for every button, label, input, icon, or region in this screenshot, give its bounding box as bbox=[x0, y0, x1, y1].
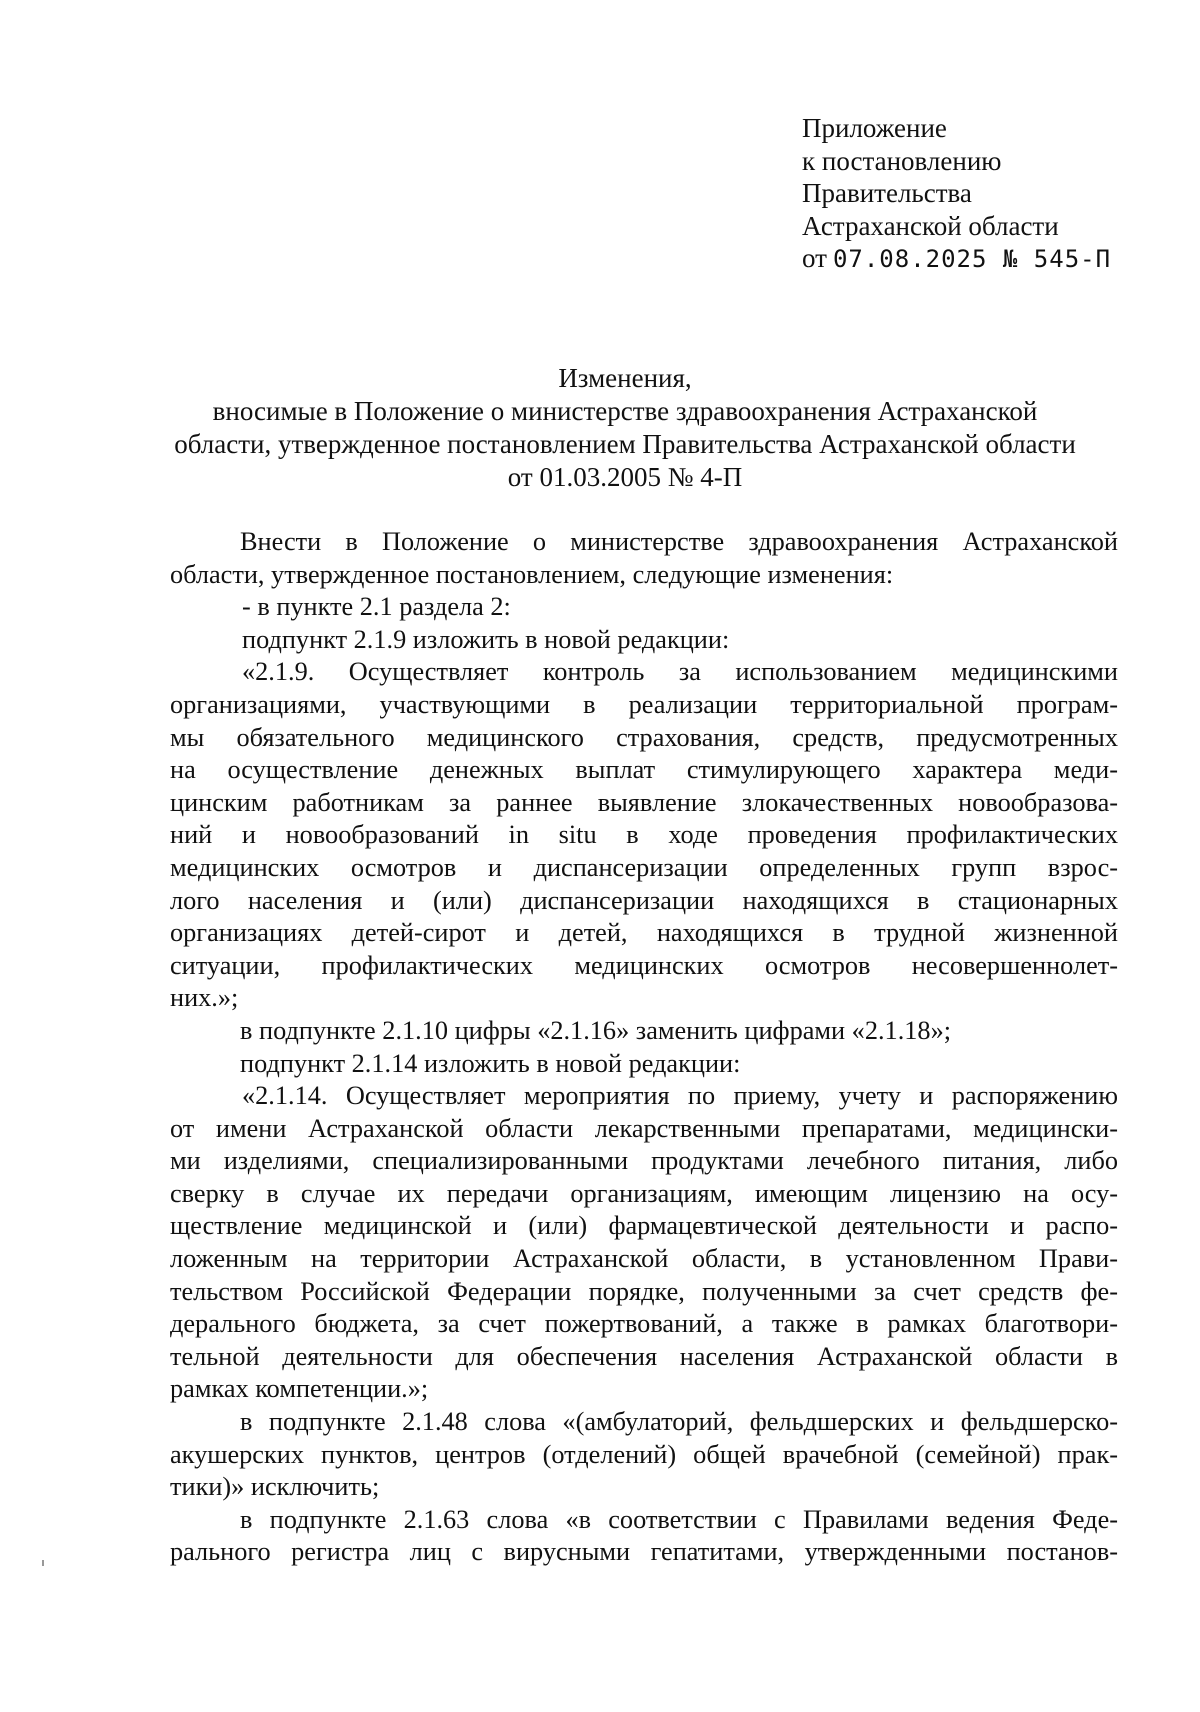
document-body bbox=[170, 526, 1118, 1569]
body-line: ществление медицинской и (или) фармацевтической деятельности и распо- bbox=[170, 1211, 1118, 1241]
body-line: тельством Российской Федерации порядке, полученными за счет средств фе- bbox=[170, 1276, 1118, 1306]
body-line: тельной деятельности для обеспечения населения Астраханской области в bbox=[170, 1341, 1118, 1371]
title-line: от 01.03.2005 № 4-П bbox=[507, 462, 743, 492]
body-line: рального регистра лиц с вирусными гепатитами, утвержденными постанов- bbox=[170, 1537, 1118, 1567]
body-line: от имени Астраханской области лекарственными препаратами, медицински- bbox=[170, 1113, 1118, 1143]
date-stamp: 07.08.2025 № 545-П bbox=[832, 245, 1112, 274]
body-line: акушерских пунктов, центров (отделений) общей врачебной (семейной) прак- bbox=[170, 1439, 1118, 1469]
body-line: цинским работникам за раннее выявление злокачественных новообразова- bbox=[170, 787, 1118, 817]
appendix-header bbox=[802, 112, 1162, 276]
title-line: области, утвержденное постановлением Правительства Астраханской области bbox=[174, 429, 1076, 459]
body-line: лого населения и (или) диспансеризации находящихся в стационарных bbox=[170, 885, 1118, 915]
body-line: области, утвержденное постановлением, следующие изменения: bbox=[170, 559, 894, 589]
body-line: подпункт 2.1.9 изложить в новой редакции: bbox=[242, 624, 730, 654]
appendix-date-line bbox=[802, 242, 1162, 276]
body-line: - в пункте 2.1 раздела 2: bbox=[242, 592, 511, 622]
body-line: «2.1.9. Осуществляет контроль за использованием медицинскими bbox=[242, 657, 1118, 687]
body-line: Внести в Положение о министерстве здравоохранения Астраханской bbox=[240, 527, 1118, 556]
title-line: Изменения, bbox=[558, 363, 692, 393]
body-line: «2.1.14. Осуществляет мероприятия по приему, учету и распоряжению bbox=[242, 1081, 1118, 1111]
title-line: вносимые в Положение о министерстве здравоохранения Астраханской bbox=[212, 396, 1038, 426]
body-line: подпункт 2.1.14 изложить в новой редакции: bbox=[240, 1048, 741, 1078]
body-line: в подпункте 2.1.63 слова «в соответствии с Правилами ведения Феде- bbox=[240, 1504, 1118, 1534]
appendix-line: Правительства bbox=[802, 178, 972, 209]
body-line: на осуществление денежных выплат стимулирующего характера меди- bbox=[170, 755, 1118, 785]
body-line: них.»; bbox=[170, 983, 239, 1013]
scan-artifact bbox=[42, 1560, 44, 1566]
body-line: ложенным на территории Астраханской области, в установленном Прави- bbox=[170, 1244, 1118, 1274]
body-line: медицинских осмотров и диспансеризации определенных групп взрос- bbox=[170, 852, 1118, 882]
body-line: ситуации, профилактических медицинских осмотров несовершеннолет- bbox=[170, 950, 1118, 980]
date-prefix: от bbox=[802, 243, 827, 274]
body-line: сверку в случае их передачи организациям, имеющим лицензию на осу- bbox=[170, 1178, 1118, 1208]
body-line: организациями, участвующими в реализации территориальной програм- bbox=[170, 689, 1118, 719]
appendix-line: Приложение bbox=[802, 113, 947, 143]
body-line: дерального бюджета, за счет пожертвований, а также в рамках благотвори- bbox=[170, 1309, 1118, 1339]
body-line: рамках компетенции.»; bbox=[170, 1374, 429, 1404]
body-line: организациях детей-сирот и детей, находящихся в трудной жизненной bbox=[170, 918, 1118, 948]
body-line: в подпункте 2.1.10 цифры «2.1.16» заменить цифрами «2.1.18»; bbox=[240, 1015, 952, 1045]
body-line: ний и новообразований in situ в ходе проведения профилактических bbox=[170, 820, 1118, 850]
body-line: в подпункте 2.1.48 слова «(амбулаторий, фельдшерских и фельдшерско- bbox=[240, 1407, 1118, 1437]
appendix-line: Астраханской области bbox=[802, 210, 1059, 241]
body-line: ми изделиями, специализированными продуктами лечебного питания, либо bbox=[170, 1146, 1118, 1176]
appendix-line: к постановлению bbox=[802, 145, 1002, 176]
document-title bbox=[150, 362, 1100, 494]
body-line: мы обязательного медицинского страхования, средств, предусмотренных bbox=[170, 722, 1118, 752]
body-line: тики)» исключить; bbox=[170, 1472, 380, 1502]
